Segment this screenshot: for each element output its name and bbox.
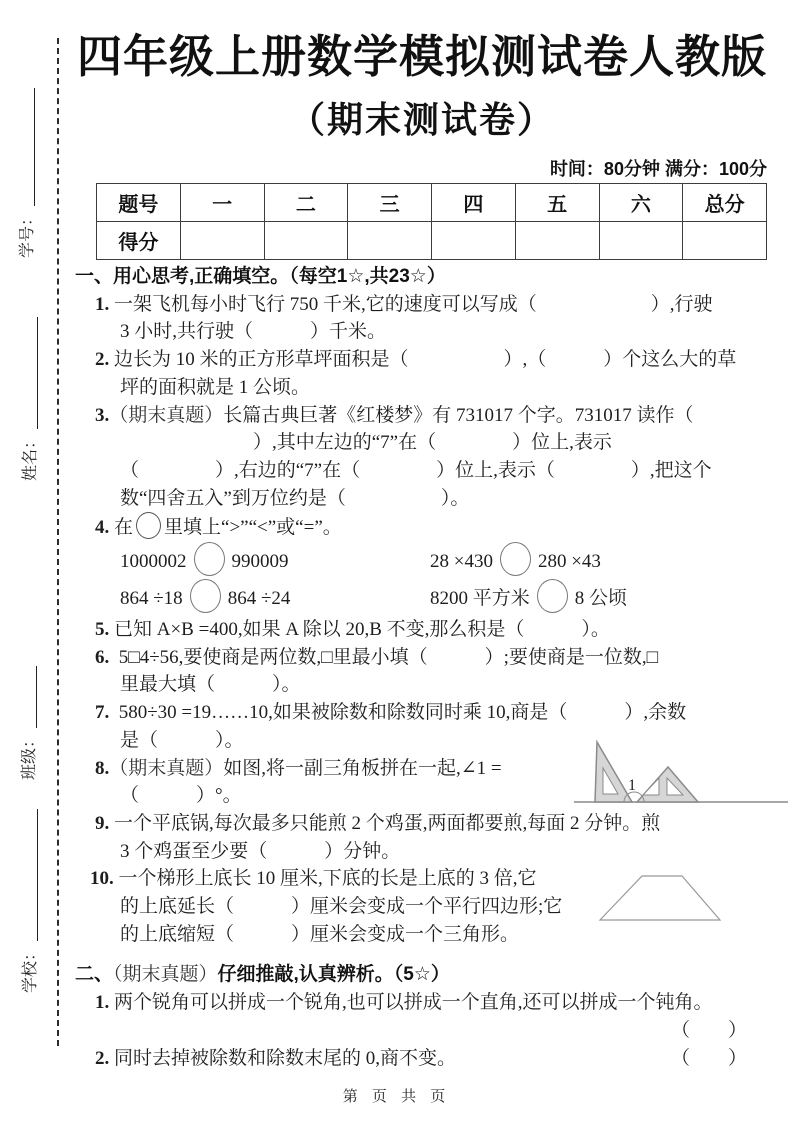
- compare-pair: [120, 579, 430, 616]
- q9-line1: [75, 810, 775, 838]
- score-table-score-row: [97, 222, 767, 260]
- question-text: 是（ ）。: [120, 729, 244, 751]
- q3-line4: [75, 485, 775, 513]
- question-text: 同时去掉被除数和除数末尾的 0,商不变。: [109, 1047, 457, 1069]
- angle-1-label: 1: [628, 777, 636, 794]
- compare-pair: [430, 579, 627, 616]
- question-text: 一个平底锅,每次最多只能煎 2 个鸡蛋,两面都要煎,每面 2 分钟。煎: [109, 812, 661, 834]
- question-text: 如图,将一副三角板拼在一起,∠1 =: [223, 757, 502, 779]
- score-header-cell: 总分: [683, 184, 767, 222]
- question-text: 长篇古典巨著《红楼梦》有 731017 个字。731017 读作（: [223, 404, 694, 426]
- question-text: 一架飞机每小时飞行 750 千米,它的速度可以写成（ ）,行驶: [109, 293, 713, 315]
- exam-source-tag: （期末真题）: [113, 964, 218, 986]
- score-header-cell: 题号: [97, 184, 181, 222]
- question-text: 里最大填（ ）。: [120, 674, 301, 696]
- q4-line1: [75, 512, 775, 542]
- question-text: 已知 A×B =400,如果 A 除以 20,B 不变,那么积是（ ）。: [109, 619, 610, 641]
- question-text: 5□4÷56,要使商是两位数,□里最小填（ ）;要使商是一位数,□: [109, 646, 659, 668]
- compare-circle-icon: [190, 579, 221, 613]
- s2-q1-line1: [75, 989, 775, 1017]
- question-text: 坪的面积就是 1 公顷。: [120, 376, 311, 398]
- score-header-cell: 六: [599, 184, 683, 222]
- question-number: 2.: [95, 1047, 110, 1069]
- question-text: 里填上“>”“<”或“=”。: [164, 517, 342, 539]
- score-table: [96, 183, 767, 260]
- seal-label: 学号：: [19, 209, 36, 258]
- seal-field-student-id: [17, 82, 39, 258]
- set-square-diagram: [556, 730, 793, 810]
- compare-pair: [120, 542, 430, 579]
- q2-line2: [75, 374, 775, 402]
- s2-q1-answer-blank: （ ）: [670, 1019, 747, 1041]
- score-header-cell: 二: [264, 184, 348, 222]
- seal-blank-line: [22, 88, 35, 206]
- question-number: 9.: [95, 812, 110, 834]
- q5-line1: [75, 616, 775, 644]
- section-number: 二、: [75, 964, 114, 986]
- question-text: （ ）,右边的“7”在（ ）位上,表示（ ）,把这个: [120, 459, 712, 481]
- exam-source-tag: （期末真题）: [109, 404, 224, 426]
- compare-right-value: 8 公顷: [574, 588, 628, 610]
- compare-circle-icon: [500, 542, 531, 576]
- compare-circle-icon: [537, 579, 568, 613]
- q3-line1: [75, 402, 775, 430]
- exam-source-tag: （期末真题）: [109, 757, 224, 779]
- score-header-cell: 一: [180, 184, 264, 222]
- seal-label: 学校：: [22, 944, 39, 993]
- seal-field-class: [19, 660, 41, 780]
- page-title: 四年级上册数学模拟测试卷人教版: [76, 31, 767, 82]
- question-text: 两个锐角可以拼成一个锐角,也可以拼成一个直角,还可以拼成一个钝角。: [109, 992, 713, 1014]
- section-heading-text: 仔细推敲,认真辨析。（5☆）: [217, 964, 450, 986]
- score-cell-empty: [348, 222, 432, 260]
- question-number: 1.: [95, 293, 110, 315]
- exam-meta: 时间：80分钟 满分：100分: [549, 159, 767, 179]
- question-text-wrap: [75, 1045, 456, 1073]
- q1-line1: [75, 291, 775, 319]
- compare-right-value: 990009: [231, 551, 289, 573]
- question-text: 3 小时,共行驶（ ）千米。: [120, 321, 387, 343]
- question-text: 的上底缩短（ ）厘米会变成一个三角形。: [120, 923, 520, 945]
- compare-pair: [430, 542, 601, 579]
- compare-right-value: 280 ×43: [537, 551, 601, 573]
- compare-circle-icon: [136, 512, 161, 539]
- seal-field-school: [20, 803, 42, 993]
- question-number: 10.: [90, 868, 114, 890]
- question-number: 7.: [95, 702, 110, 724]
- compare-right-value: 864 ÷24: [227, 588, 291, 610]
- question-text: 在: [109, 517, 134, 539]
- section2-heading: [75, 961, 775, 989]
- compare-left-value: 864 ÷18: [120, 588, 183, 610]
- question-number: 1.: [95, 992, 110, 1014]
- score-header-cell: 五: [515, 184, 599, 222]
- page-footer: 第 页 共 页: [342, 1088, 451, 1105]
- page-subtitle: （期末测试卷）: [288, 99, 555, 140]
- s2-q2-line1: [75, 1045, 775, 1073]
- score-cell-empty: [599, 222, 683, 260]
- exam-body: [75, 263, 775, 1072]
- seal-dashed-line: [57, 38, 59, 1046]
- question-number: 3.: [95, 404, 110, 426]
- question-number: 6.: [95, 646, 110, 668]
- score-row-label: 得分: [97, 222, 181, 260]
- score-table-header-row: [97, 184, 767, 222]
- question-text: （ ）°。: [120, 785, 242, 807]
- compare-circle-icon: [194, 542, 225, 576]
- q4-compare-row1: [75, 542, 775, 579]
- s2-q2-answer-blank: （ ）: [670, 1047, 747, 1069]
- compare-left-value: 1000002: [120, 551, 187, 573]
- section1-heading: 一、用心思考,正确填空。（每空1☆,共23☆）: [75, 266, 446, 287]
- q9-line2: [75, 838, 775, 866]
- seal-blank-line: [24, 666, 37, 728]
- compare-left-value: 28 ×430: [430, 551, 493, 573]
- question-text: 580÷30 =19……10,如果被除数和除数同时乘 10,商是（ ）,余数: [109, 702, 687, 724]
- score-header-cell: 四: [432, 184, 516, 222]
- seal-label: 班级：: [21, 731, 38, 780]
- q3-line3: [75, 457, 775, 485]
- score-cell-empty: [432, 222, 516, 260]
- q2-line1: [75, 346, 775, 374]
- q6-line1: [75, 644, 775, 672]
- compare-left-value: 8200 平方米: [430, 588, 530, 610]
- score-cell-empty: [683, 222, 767, 260]
- score-cell-empty: [264, 222, 348, 260]
- question-text: 一个梯形上底长 10 厘米,下底的长是上底的 3 倍,它: [113, 868, 537, 890]
- q1-line2: [75, 318, 775, 346]
- question-number: 4.: [95, 517, 110, 539]
- question-text: 的上底延长（ ）厘米会变成一个平行四边形;它: [120, 896, 563, 918]
- q7-line1: [75, 699, 775, 727]
- seal-label: 姓名：: [22, 432, 39, 481]
- score-header-cell: 三: [348, 184, 432, 222]
- question-text: 边长为 10 米的正方形草坪面积是（ ）,（ ）个这么大的草: [109, 349, 737, 371]
- seal-blank-line: [25, 809, 38, 941]
- question-text: 3 个鸡蛋至少要（ ）分钟。: [120, 840, 401, 862]
- q3-line2: [75, 429, 775, 457]
- q4-compare-row2: [75, 579, 775, 616]
- question-number: 8.: [95, 757, 110, 779]
- question-text: ）,其中左边的“7”在（ ）位上,表示: [120, 432, 612, 454]
- question-number: 5.: [95, 619, 110, 641]
- score-cell-empty: [515, 222, 599, 260]
- seal-blank-line: [25, 317, 38, 429]
- score-cell-empty: [180, 222, 264, 260]
- trapezoid-diagram: [595, 870, 725, 926]
- q6-line2: [75, 671, 775, 699]
- question-number: 2.: [95, 349, 110, 371]
- seal-field-name: [20, 311, 42, 481]
- question-text: 数“四舍五入”到万位约是（ ）。: [120, 487, 470, 509]
